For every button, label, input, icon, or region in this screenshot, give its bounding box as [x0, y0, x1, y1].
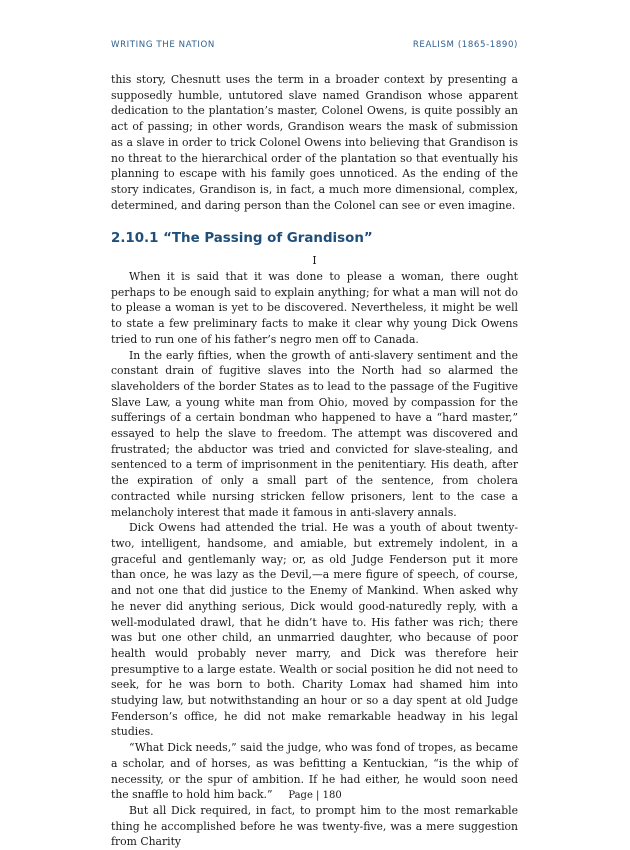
section-heading: 2.10.1 “The Passing of Grandison” [111, 231, 373, 247]
running-header [111, 40, 518, 50]
section-roman-numeral: I [312, 254, 317, 268]
header-book-title: WRITING THE NATION [111, 40, 215, 50]
story-paragraph-3: Dick Owens had attended the trial. He was a youth of about twenty-two, intelligent, handsome, and amiable, but extremely indolent, in a graceful and gentlemanly way; or, as old Judge Fenderson put it more than once, he was lazy as the Devil,—a mere figure of speech, of course, and not one that did justice to the Enemy of Mankind. When asked why he never did anything serious, Dick would good-naturedly reply, with a well-modulated drawl, that he didn’t have to. His father was rich; there was but one other child, an unmarried daughter, who because of poor health would probably never marry, and Dick was therefore heir presumptive to a large estate. Wealth or social position he did not need to seek, for he was born to both. Charity Lomax had shamed him into studying law, but notwithstanding an hour or so a day spent at old Judge Fenderson’s office, he did not make remarkable headway in his legal studies. [111, 521, 518, 739]
page-content [111, 72, 518, 850]
story-paragraph-1: When it is said that it was done to please a woman, there ought perhaps to be enough said to explain anything; for what a man will not do to please a woman is yet to be discovered. Nevertheless, it might be well to state a few preliminary facts to make it clear why young Dick Owens tried to run one of his father’s negro men off to Canada. [111, 270, 518, 346]
intro-paragraph: this story, Chesnutt uses the term in a broader context by presenting a supposedly humble, untutored slave named Grandison whose apparent dedication to the plantation’s master, Colonel Owens, is quite possibly an act of passing; in other words, Grandison wears the mask of submission as a slave in order to trick Colonel Owens into believing that Grandison is no threat to the hierarchical order of the plantation so that eventually his planning to escape with his family goes unnoticed. As the ending of the story indicates, Grandison is, in fact, a much more dimensional, complex, determined, and daring person than the Colonel can see or even imagine. [111, 73, 518, 212]
header-chapter-title: REALISM (1865-1890) [412, 40, 518, 50]
story-paragraph-4: “What Dick needs,” said the judge, who was fond of tropes, as became a scholar, and of horses, as was befitting a Kentuckian, “is the whip of necessity, or the spur of ambition. If he had either, he would soon need the snaffle to hold him back.” [111, 741, 518, 802]
story-paragraph-2: In the early fifties, when the growth of anti-slavery sentiment and the constant drain of fugitive slaves into the North had so alarmed the slaveholders of the border States as to lead to the passage of the Fugitive Slave Law, a young white man from Ohio, moved by compassion for the sufferings of a certain bondman who happened to have a “hard master,” essayed to help the slave to freedom. The attempt was discovered and frustrated; the abductor was tried and convicted for slave-stealing, and sentenced to a term of imprisonment in the penitentiary. His death, after the expiration of only a small part of the sentence, from cholera contracted while nursing stricken fellow prisoners, lent to the case a melancholy interest that made it famous in anti-slavery annals. [111, 348, 518, 519]
page-number: Page | 180 [288, 790, 342, 801]
story-paragraph-5: But all Dick required, in fact, to prompt him to the most remarkable thing he accomplished before he was twenty-five, was a mere suggestion from Charity [111, 803, 518, 849]
